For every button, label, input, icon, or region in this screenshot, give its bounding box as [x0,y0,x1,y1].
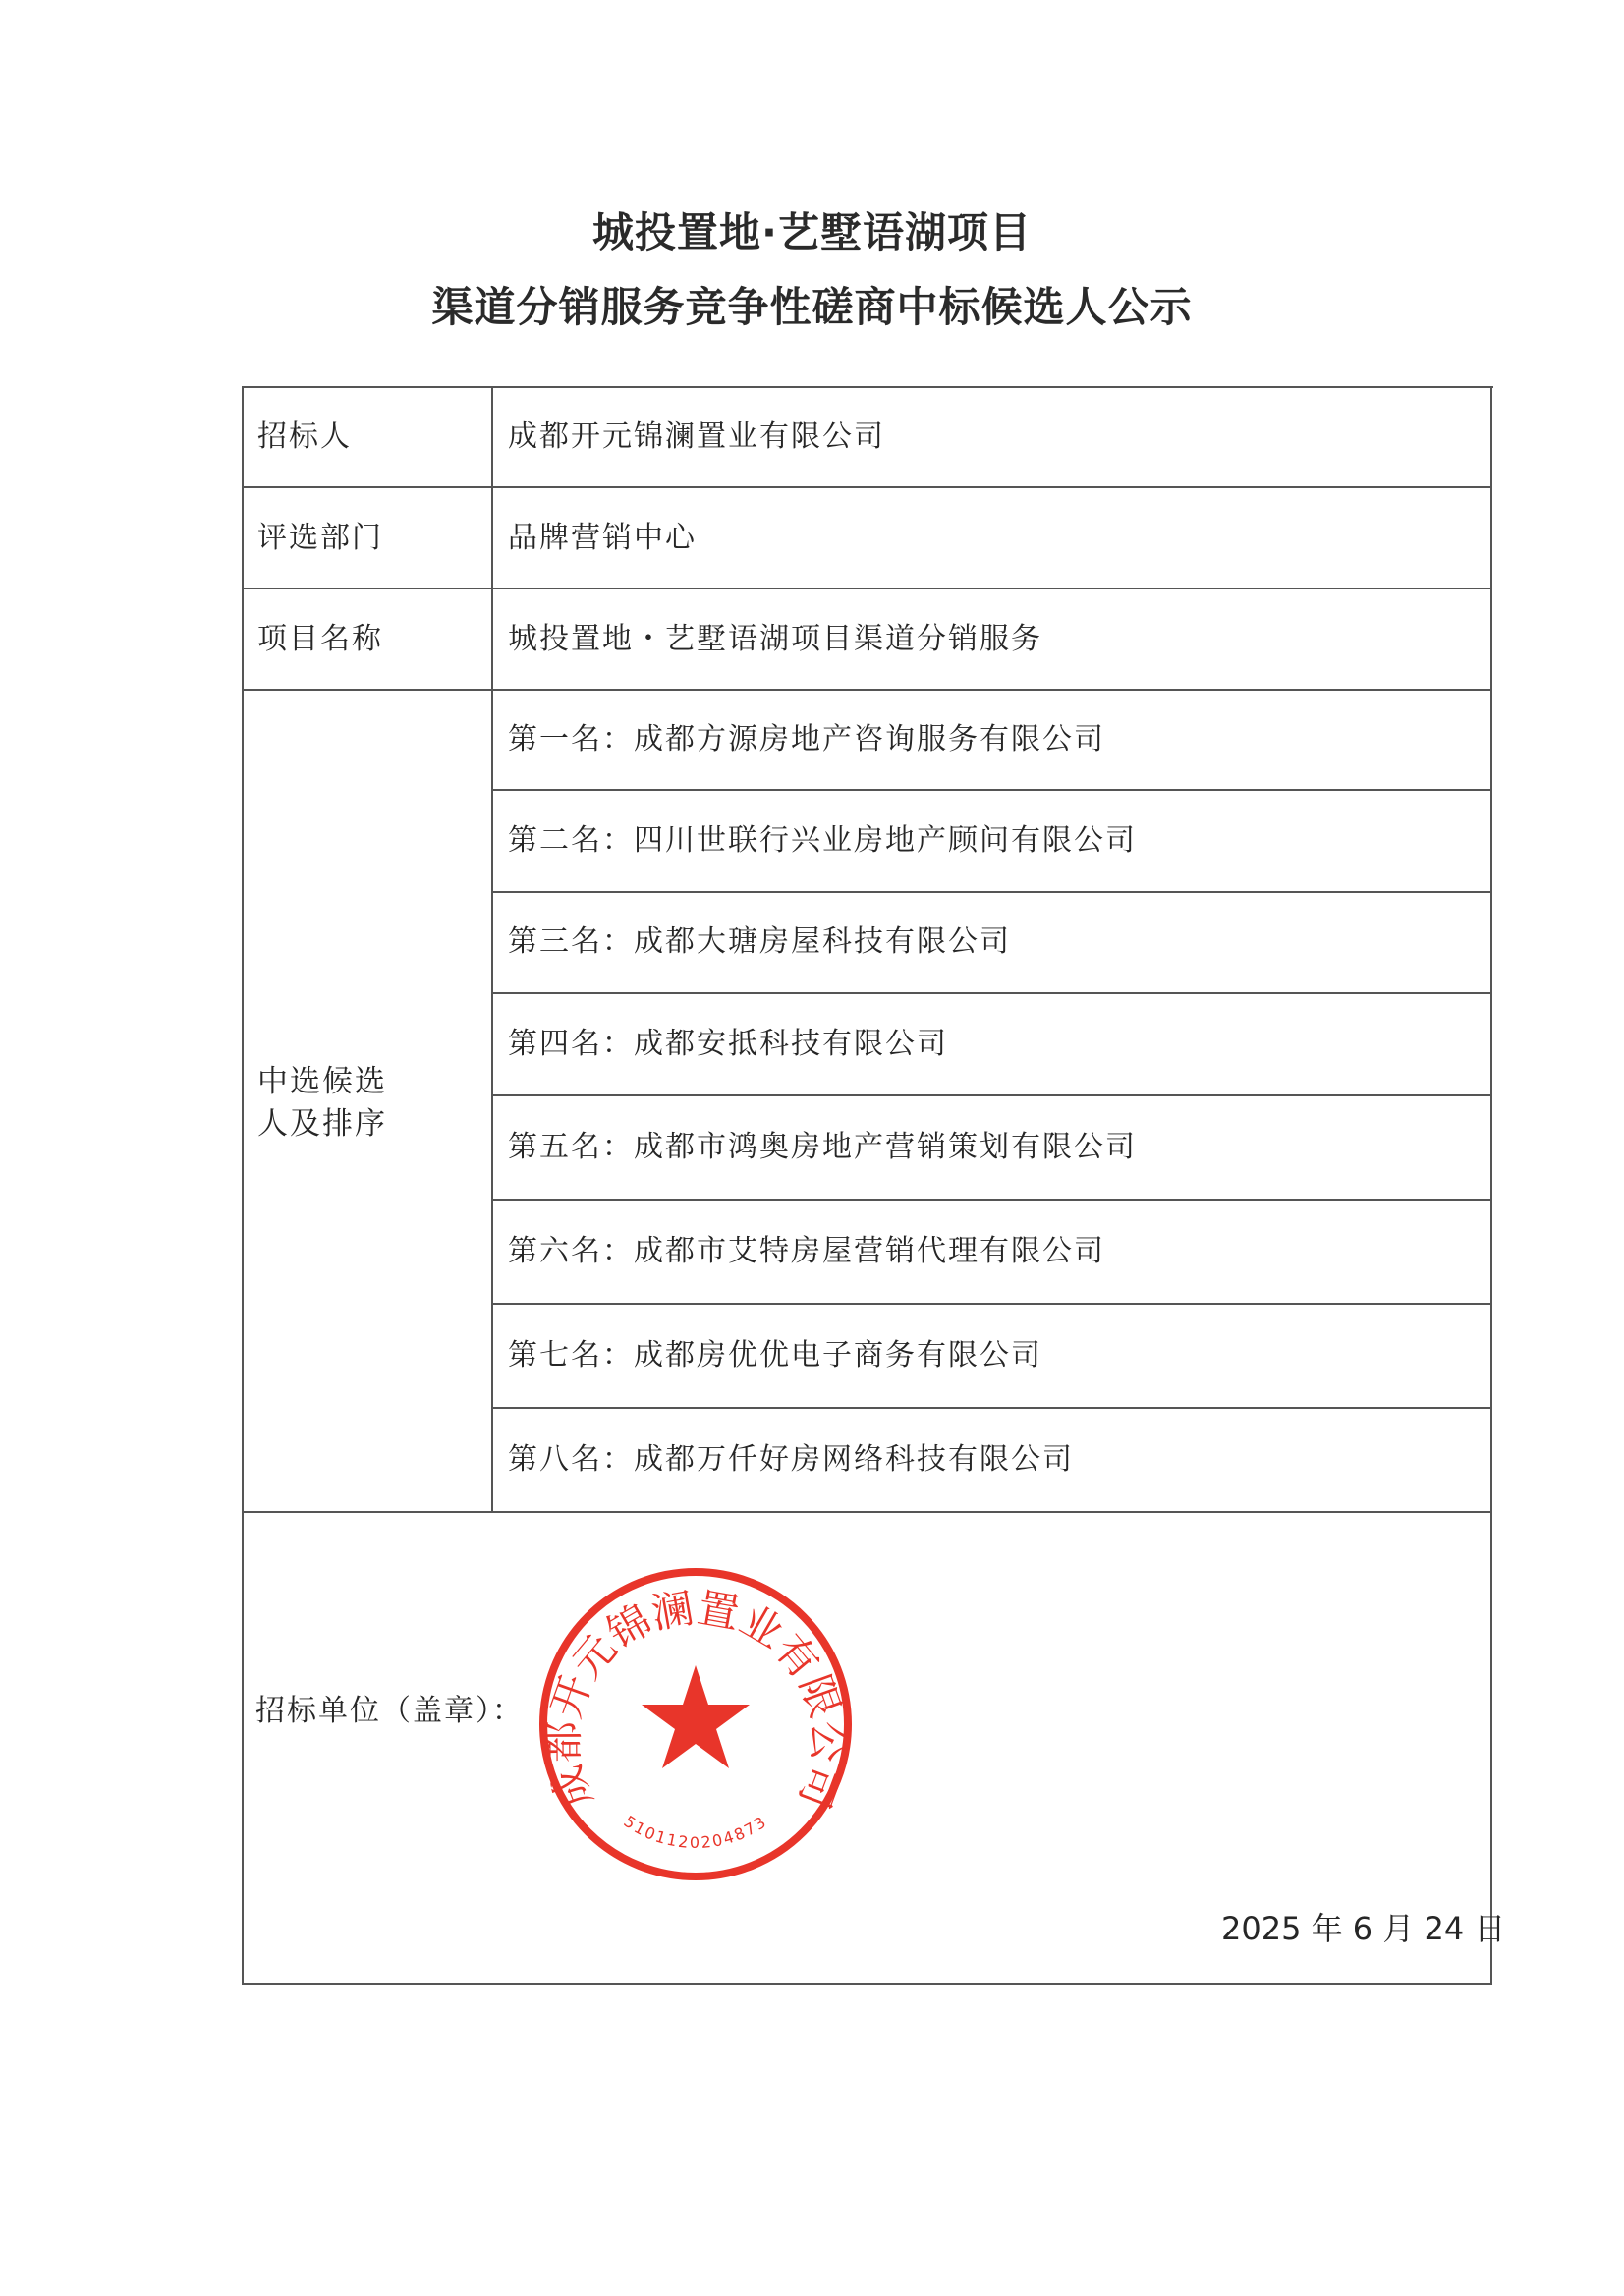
document-title-line1: 城投置地·艺墅语湖项目 [592,208,1032,256]
column-divider [491,386,493,1513]
star-icon [642,1665,750,1768]
table-border-top [242,386,1493,388]
row-divider [242,486,1492,488]
table-border-bottom [242,1983,1492,1985]
row-divider [242,1511,1492,1513]
document-title-line2: 渠道分销服务竞争性磋商中标候选人公示 [431,283,1193,331]
department-value: 品牌营销中心 [508,521,697,555]
project-name-label: 项目名称 [257,622,383,656]
company-seal [533,1562,858,1886]
row-divider [242,689,1492,691]
seal-code-text: 5101120204873 [620,1812,771,1852]
tenderer-value: 成都开元锦澜置业有限公司 [508,420,885,454]
candidates-label-line1: 中选候选 [257,1064,387,1099]
candidates-label-line2: 人及排序 [257,1106,387,1142]
candidate-5: 第五名：成都市鸿奥房地产营销策划有限公司 [508,1130,1137,1164]
document-date: 2025 年 6 月 24 日 [1221,1910,1506,1947]
candidate-6: 第六名：成都市艾特房屋营销代理有限公司 [508,1234,1105,1268]
candidate-2: 第二名：四川世联行兴业房地产顾问有限公司 [508,823,1137,858]
row-divider [242,588,1492,589]
candidate-8: 第八名：成都万仟好房网络科技有限公司 [508,1442,1074,1477]
candidate-row-divider [491,992,1492,994]
candidate-4: 第四名：成都安抵科技有限公司 [508,1027,948,1061]
table-border-right [1490,386,1492,1985]
seal-company-text: 成都开元锦澜置业有限公司 [538,1583,853,1816]
candidate-row-divider [491,1407,1492,1409]
candidate-row-divider [491,1199,1492,1201]
candidates-label [257,1061,387,1146]
signature-label: 招标单位（盖章）： [255,1694,524,1728]
candidate-7: 第七名：成都房优优电子商务有限公司 [508,1338,1042,1372]
candidate-row-divider [491,1303,1492,1305]
candidate-1: 第一名：成都方源房地产咨询服务有限公司 [508,722,1105,756]
candidate-3: 第三名：成都大瑭房屋科技有限公司 [508,924,1011,959]
candidate-row-divider [491,891,1492,893]
tenderer-label: 招标人 [257,420,352,454]
candidate-row-divider [491,789,1492,791]
department-label: 评选部门 [257,521,383,555]
project-name-value: 城投置地・艺墅语湖项目渠道分销服务 [508,622,1042,656]
table-border-left [242,386,244,1985]
candidate-row-divider [491,1094,1492,1096]
